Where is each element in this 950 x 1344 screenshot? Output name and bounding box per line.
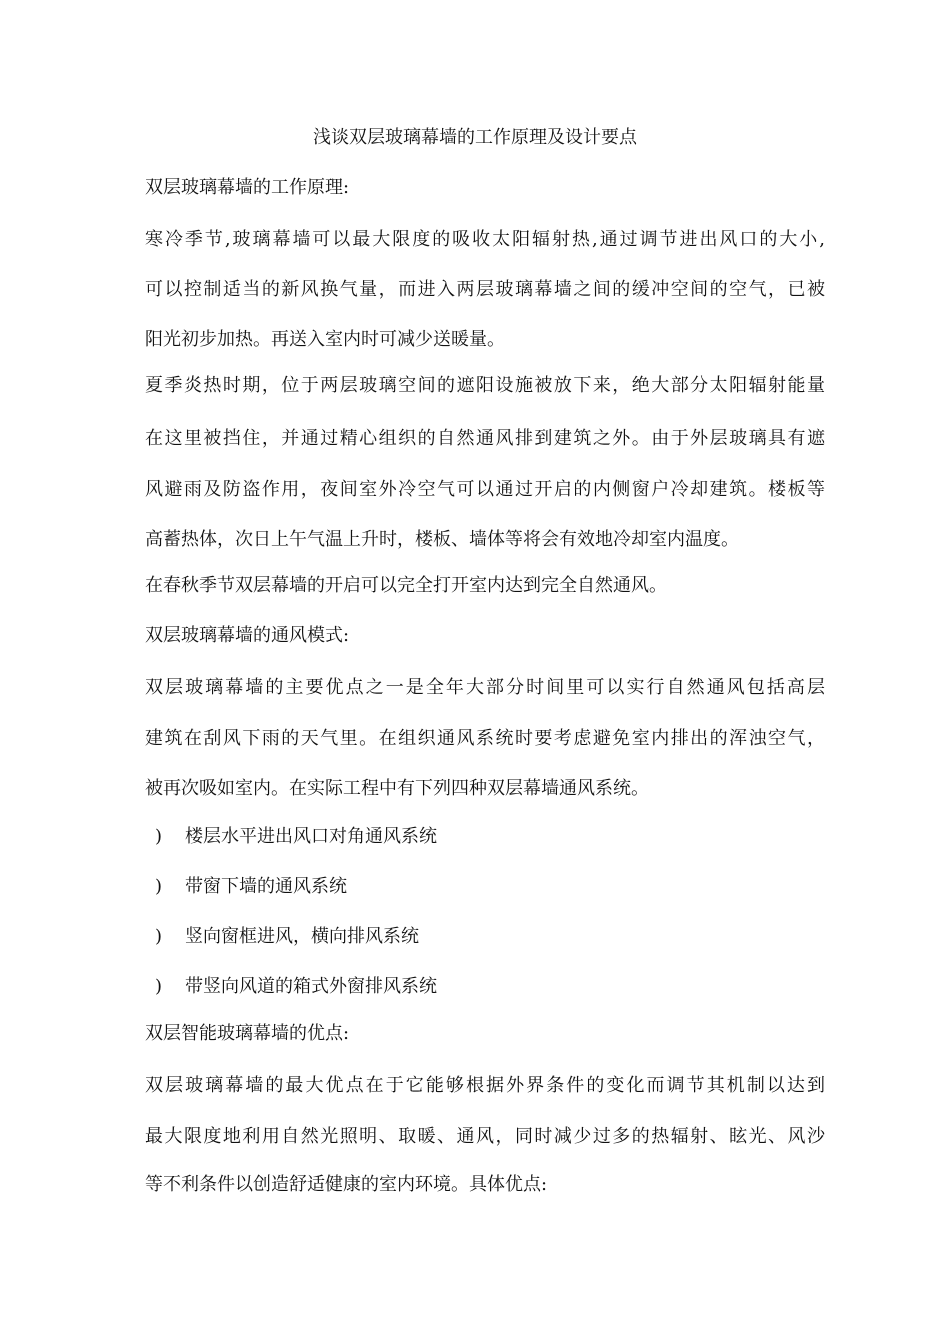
paragraph-line: 双层玻璃幕墙的最大优点在于它能够根据外界条件的变化而调节其机制以达到 <box>145 1075 825 1096</box>
list-item <box>155 925 419 949</box>
paragraph-line: 被再次吸如室内。在实际工程中有下列四种双层幕墙通风系统。 <box>145 778 649 799</box>
section-heading-working-principle: 双层玻璃幕墙的工作原理: <box>145 177 350 198</box>
paragraph-line: 阳光初步加热。再送入室内时可减少送暖量。 <box>145 329 505 350</box>
paragraph-line: 可以控制适当的新风换气量，而进入两层玻璃幕墙之间的缓冲空间的空气，已被 <box>145 279 825 300</box>
section-heading-advantages: 双层智能玻璃幕墙的优点: <box>145 1023 350 1044</box>
list-bullet: ) <box>155 976 163 997</box>
list-item <box>155 975 437 999</box>
list-bullet: ) <box>155 926 163 947</box>
list-item <box>155 875 347 899</box>
list-item-text: 带窗下墙的通风系统 <box>185 876 347 897</box>
document-title: 浅谈双层玻璃幕墙的工作原理及设计要点 <box>313 127 637 148</box>
list-item-text: 竖向窗框进风，横向排风系统 <box>185 926 419 947</box>
list-bullet: ) <box>155 826 163 847</box>
section-heading-ventilation-modes: 双层玻璃幕墙的通风模式: <box>145 625 350 646</box>
paragraph-line: 高蓄热体，次日上午气温上升时，楼板、墙体等将会有效地冷却室内温度。 <box>145 529 739 550</box>
paragraph-line: 等不利条件以创造舒适健康的室内环境。具体优点: <box>145 1174 548 1195</box>
list-item-text: 楼层水平进出风口对角通风系统 <box>185 826 437 847</box>
paragraph-line: 双层玻璃幕墙的主要优点之一是全年大部分时间里可以实行自然通风包括高层 <box>145 677 825 698</box>
paragraph-line: 风避雨及防盗作用，夜间室外冷空气可以通过开启的内侧窗户冷却建筑。楼板等 <box>145 479 825 500</box>
list-item <box>155 825 437 849</box>
list-item-text: 带竖向风道的箱式外窗排风系统 <box>185 976 437 997</box>
paragraph-line: 在这里被挡住，并通过精心组织的自然通风排到建筑之外。由于外层玻璃具有遮 <box>145 428 825 449</box>
paragraph-line: 在春秋季节双层幕墙的开启可以完全打开室内达到完全自然通风。 <box>145 575 667 596</box>
paragraph-line: 建筑在刮风下雨的天气里。在组织通风系统时要考虑避免室内排出的浑浊空气， <box>145 728 825 749</box>
paragraph-line: 最大限度地利用自然光照明、取暖、通风，同时减少过多的热辐射、眩光、风沙 <box>145 1126 825 1147</box>
paragraph-line: 寒冷季节,玻璃幕墙可以最大限度的吸收太阳辐射热,通过调节进出风口的大小, <box>145 229 825 250</box>
list-bullet: ) <box>155 876 163 897</box>
paragraph-line: 夏季炎热时期，位于两层玻璃空间的遮阳设施被放下来，绝大部分太阳辐射能量 <box>145 375 825 396</box>
